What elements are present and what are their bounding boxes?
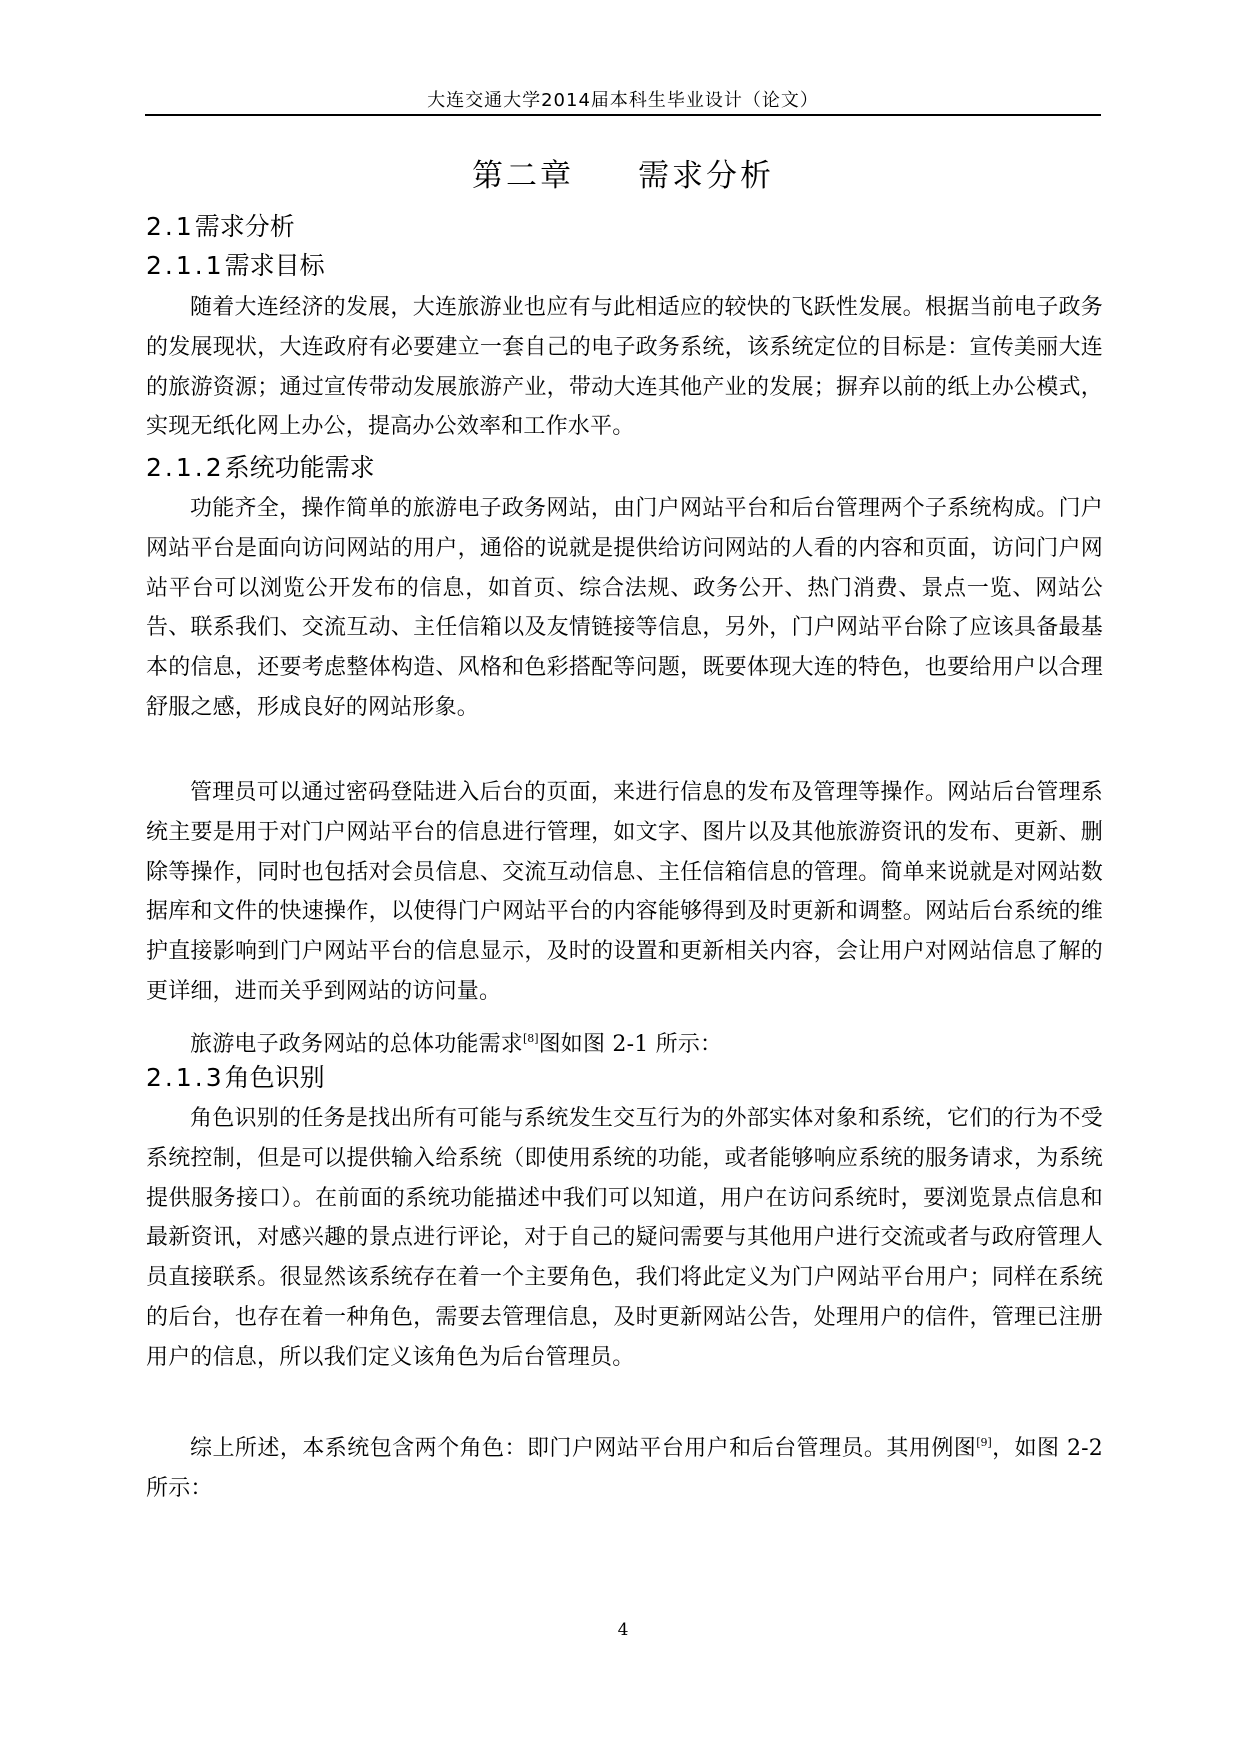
paragraph: 管理员可以通过密码登陆进入后台的页面，来进行信息的发布及管理等操作。网站后台管理系统主要是用于对门户网站平台的信息进行管理，如文字、图片以及其他旅游资讯的发布、更新、删除等操作，同时也包括对会员信息、交流互动信息、主任信箱信息的管理。简单来说就是对网站数据库和文件的快速操作，以使得门户网站平台的内容能够得到及时更新和调整。网站后台系统的维护直接影响到门户网站平台的信息显示，及时的设置和更新相关内容，会让用户对网站信息了解的更详细，进而关乎到网站的访问量。 bbox=[146, 780, 1103, 1004]
paragraph: 角色识别的任务是找出所有可能与系统发生交互行为的外部实体对象和系统，它们的行为不受系统控制，但是可以提供输入给系统（即使用系统的功能，或者能够响应系统的服务请求，为系统提供服务接口）。在前面的系统功能描述中我们可以知道，用户在访问系统时，要浏览景点信息和最新资讯，对感兴趣的景点进行评论，对于自己的疑问需要与其他用户进行交流或者与政府管理人员直接联系。很显然该系统存在着一个主要角色，我们将此定义为门户网站平台用户；同样在系统的后台，也存在着一种角色，需要去管理信息，及时更新网站公告，处理用户的信件，管理已注册用户的信息，所以我们定义该角色为后台管理员。 bbox=[146, 1106, 1103, 1370]
running-header: 大连交通大学2014届本科生毕业设计（论文） bbox=[427, 90, 819, 111]
citation-mark: [9] bbox=[976, 1436, 992, 1449]
section-number: 2.1.1 bbox=[146, 251, 225, 280]
section-number: 2.1.3 bbox=[146, 1063, 225, 1092]
section-title: 需求分析 bbox=[194, 212, 295, 241]
paragraph: 功能齐全，操作简单的旅游电子政务网站，由门户网站平台和后台管理两个子系统构成。门户网站平台是面向访问网站的用户，通俗的说就是提供给访问网站的人看的内容和页面，访问门户网站平台可以浏览公开发布的信息，如首页、综合法规、政务公开、热门消费、景点一览、网站公告、联系我们、交流互动、主任信箱以及友情链接等信息，另外，门户网站平台除了应该具备最基本的信息，还要考虑整体构造、风格和色彩搭配等问题，既要体现大连的特色，也要给用户以合理舒服之感，形成良好的网站形象。 bbox=[146, 496, 1103, 720]
paragraph: 随着大连经济的发展，大连旅游业也应有与此相适应的较快的飞跃性发展。根据当前电子政务的发展现状，大连政府有必要建立一套自己的电子政务系统，该系统定位的目标是：宣传美丽大连的旅游资源；通过宣传带动发展旅游产业，带动大连其他产业的发展；摒弃以前的纸上办公模式，实现无纸化网上办公，提高办公效率和工作水平。 bbox=[146, 295, 1103, 440]
section-heading-2-1-2 bbox=[146, 451, 375, 485]
paragraph-text: 综上所述，本系统包含两个角色：即门户网站平台用户和后台管理员。其用例图 bbox=[190, 1436, 977, 1461]
section-title: 系统功能需求 bbox=[224, 453, 375, 482]
paragraph-text: 旅游电子政务网站的总体功能需求 bbox=[190, 1032, 524, 1057]
section-number: 2.1 bbox=[146, 212, 195, 241]
section-heading-2-1 bbox=[146, 210, 295, 244]
chapter-title bbox=[145, 150, 1101, 195]
section-title: 需求目标 bbox=[224, 251, 325, 280]
paragraph-text: 图如图 2-1 所示： bbox=[538, 1032, 723, 1057]
paragraph bbox=[146, 1019, 1103, 1065]
section-number: 2.1.2 bbox=[146, 453, 225, 482]
chapter-title-text: 需求分析 bbox=[638, 158, 774, 194]
section-heading-2-1-3 bbox=[146, 1061, 325, 1095]
chapter-number-label: 第二章 bbox=[472, 158, 574, 194]
paragraph-text: ，如图 2-2 所示： bbox=[146, 1436, 1103, 1501]
citation-mark: [8] bbox=[523, 1032, 539, 1045]
section-heading-2-1-1 bbox=[146, 249, 325, 283]
section-title: 角色识别 bbox=[224, 1063, 325, 1092]
page-number: 4 bbox=[617, 1620, 629, 1640]
paragraph bbox=[146, 1423, 1103, 1509]
header-rule bbox=[145, 114, 1101, 116]
